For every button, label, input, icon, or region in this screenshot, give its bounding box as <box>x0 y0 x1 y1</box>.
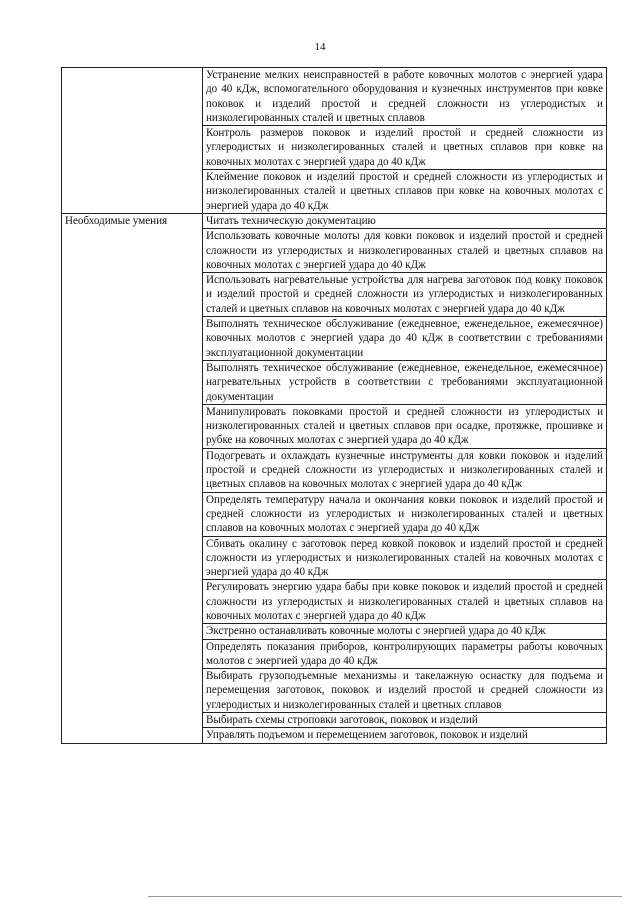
section-label <box>62 68 203 214</box>
requirement-text: Регулировать энергию удара бабы при ковке поковок и изделий простой и средней сложности из углеродистых и низколегированных сталей и цветных сплавов на ковочных молотах с энергией удара до 40 кДж <box>203 580 607 624</box>
requirement-text: Определять температуру начала и окончания ковки поковок и изделий простой и средней сложности из углеродистых и низколегированных сталей и цветных сплавов на ковочных молотах с энергией удара до 40 кДж <box>203 492 607 536</box>
requirement-text: Выполнять техническое обслуживание (ежедневное, еженедельное, ежемесячное) нагревательных устройств в соответствии с требованиями эксплуатационной документации <box>203 360 607 404</box>
requirement-text: Выполнять техническое обслуживание (ежедневное, еженедельное, ежемесячное) ковочных молотов с энергией удара до 40 кДж в соответствии с требованиями эксплуатационной документации <box>203 317 607 361</box>
requirement-text: Манипулировать поковками простой и средней сложности из углеродистых и низколегированных сталей и цветных сплавов при осадке, протяжке, прошивке и рубке на ковочных молотах с энергией удара до 40 кДж <box>203 404 607 448</box>
table-row <box>62 213 607 228</box>
requirement-text: Выбирать схемы строповки заготовок, поковок и изделий <box>203 713 607 728</box>
requirements-table <box>61 67 607 744</box>
requirement-text: Экстренно останавливать ковочные молоты с энергией удара до 40 кДж <box>203 624 607 639</box>
requirement-text: Подогревать и охлаждать кузнечные инструменты для ковки поковок и изделий простой и средней сложности из углеродистых и низколегированных сталей и цветных сплавов на ковочных молотах с энергией удара до 40 кДж <box>203 448 607 492</box>
page-number: 14 <box>314 41 326 53</box>
requirement-text: Определять показания приборов, контролирующих параметры работы ковочных молотов с энергией удара до 40 кДж <box>203 639 607 669</box>
page-bottom-rule <box>148 896 622 897</box>
requirement-text: Использовать ковочные молоты для ковки поковок и изделий простой и средней сложности из углеродистых и низколегированных сталей и цветных сплавов на ковочных молотах с энергией удара до 40 кДж <box>203 229 607 273</box>
requirement-text: Клеймение поковок и изделий простой и средней сложности из углеродистых и низколегированных сталей и цветных сплавов при ковке на ковочных молотах с энергией удара до 40 кДж <box>203 170 607 214</box>
requirement-text: Устранение мелких неисправностей в работе ковочных молотов с энергией удара до 40 кДж, вспомогательного оборудования и кузнечных инструментов при ковке поковок и изделий простой и средней сложности из углеродистых и низколегированных сталей и цветных сплавов <box>203 68 607 126</box>
table-row <box>62 68 607 126</box>
requirement-text: Выбирать грузоподъемные механизмы и такелажную оснастку для подъема и перемещения заготовок, поковок и изделий простой и средней сложности из углеродистых и низколегированных сталей и цветных сплавов <box>203 669 607 713</box>
requirement-text: Управлять подъемом и перемещением заготовок, поковок и изделий <box>203 728 607 743</box>
requirement-text: Контроль размеров поковок и изделий простой и средней сложности из углеродистых и низколегированных сталей и цветных сплавов при ковке на ковочных молотах с энергией удара до 40 кДж <box>203 126 607 170</box>
section-label: Необходимые умения <box>62 213 203 743</box>
requirement-text: Использовать нагревательные устройства для нагрева заготовок под ковку поковок и изделий простой и средней сложности из углеродистых и низколегированных сталей и цветных сплавов на ковочных молотах с энергией удара до 40 кДж <box>203 273 607 317</box>
requirement-text: Сбивать окалину с заготовок перед ковкой поковок и изделий простой и средней сложности из углеродистых и низколегированных сталей на ковочных молотах с энергией удара до 40 кДж <box>203 536 607 580</box>
requirements-table-body <box>62 68 607 744</box>
requirement-text: Читать техническую документацию <box>203 213 607 228</box>
